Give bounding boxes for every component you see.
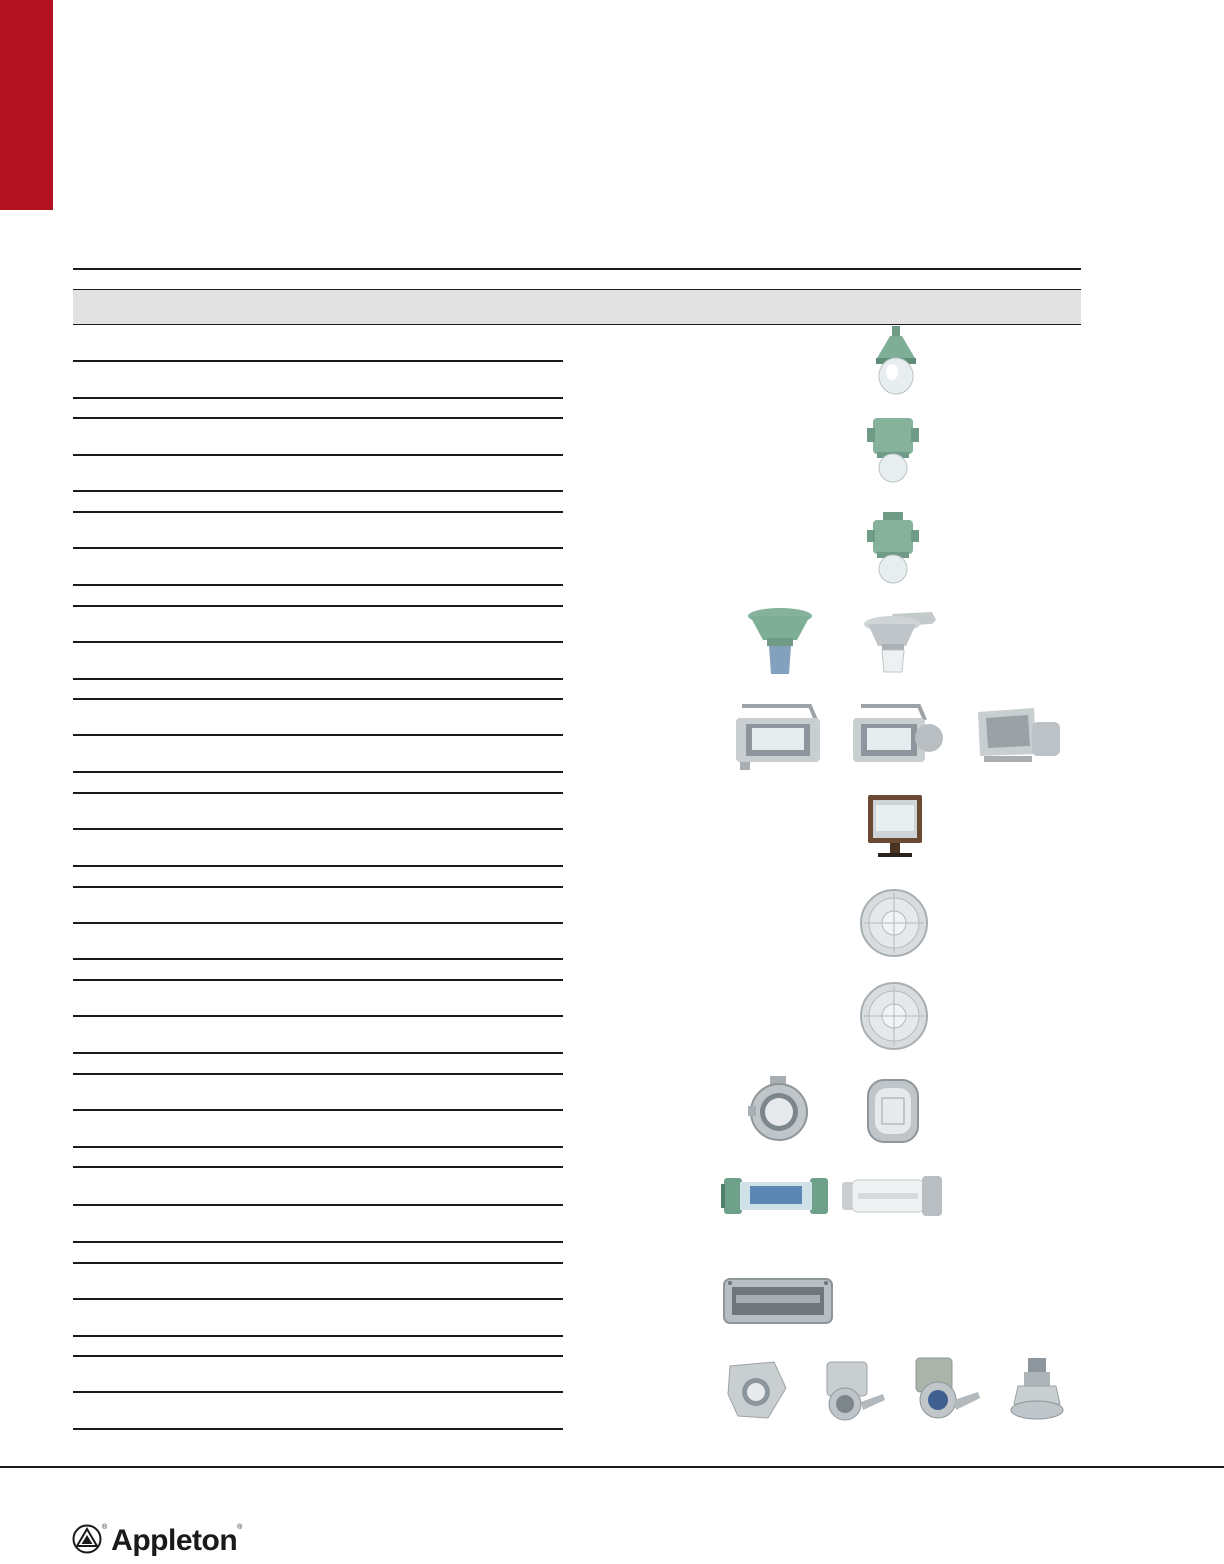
table-top-rule	[73, 268, 1081, 270]
oval-bulkhead-fixture	[862, 1074, 924, 1146]
row-divider	[73, 678, 563, 680]
row-divider	[73, 417, 563, 419]
row-divider	[73, 1391, 563, 1393]
floodlight-housing-1	[730, 700, 824, 772]
row-divider	[73, 1335, 563, 1337]
round-bulkhead-fixture	[746, 1074, 812, 1146]
bronze-area-floodlight	[866, 793, 924, 865]
row-divider	[73, 1146, 563, 1148]
round-guard-fixture-2	[857, 980, 931, 1052]
round-guard-fixture-1	[857, 887, 931, 959]
row-divider	[73, 584, 563, 586]
ceiling-mount-fixture-1	[724, 1358, 790, 1424]
logo-wordmark: Appleton	[111, 1524, 238, 1557]
appleton-logo	[72, 1524, 242, 1564]
row-divider	[73, 1109, 563, 1111]
row-divider	[73, 1428, 563, 1430]
pendant-globe-fixture-green	[868, 326, 924, 396]
tubular-fluorescent-fixture	[720, 1168, 832, 1222]
row-divider	[73, 1355, 563, 1357]
row-divider	[73, 958, 563, 960]
section-tab-red	[0, 0, 53, 210]
ceiling-mount-fixture-3	[906, 1356, 982, 1424]
box-fixture-green-globe-2	[865, 512, 921, 584]
row-divider	[73, 605, 563, 607]
row-divider	[73, 1298, 563, 1300]
row-divider	[73, 828, 563, 830]
logo-registered-mark: ®	[237, 1524, 243, 1531]
hid-fixture-green-reflector	[745, 606, 815, 678]
floodlight-housing-2	[849, 700, 945, 772]
row-divider	[73, 641, 563, 643]
row-divider	[73, 360, 563, 362]
appleton-triangle-icon	[72, 1524, 102, 1554]
row-divider	[73, 922, 563, 924]
hid-fixture-wall-bracket	[862, 606, 942, 678]
footer-rule	[0, 1466, 1224, 1468]
row-divider	[73, 1052, 563, 1054]
row-divider	[73, 511, 563, 513]
row-divider	[73, 1241, 563, 1243]
row-divider	[73, 1262, 563, 1264]
table-header-band	[73, 289, 1081, 325]
row-divider	[73, 771, 563, 773]
row-divider	[73, 865, 563, 867]
floodlight-housing-open	[974, 700, 1064, 772]
tubular-fixture-clear	[838, 1168, 946, 1222]
row-divider	[73, 698, 563, 700]
box-fixture-green-globe	[865, 414, 921, 484]
row-divider	[73, 547, 563, 549]
row-divider	[73, 1015, 563, 1017]
pendant-mount-fixture	[1008, 1356, 1066, 1424]
row-divider	[73, 490, 563, 492]
logo-registered-mark-left: ®	[102, 1524, 108, 1531]
row-divider	[73, 886, 563, 888]
row-divider	[73, 454, 563, 456]
row-divider	[73, 1166, 563, 1168]
row-divider	[73, 397, 563, 399]
row-divider	[73, 1073, 563, 1075]
row-divider	[73, 734, 563, 736]
ceiling-mount-fixture-2	[815, 1358, 887, 1424]
linear-fluorescent-panel	[722, 1275, 834, 1327]
row-divider	[73, 792, 563, 794]
row-divider	[73, 1204, 563, 1206]
row-divider	[73, 979, 563, 981]
